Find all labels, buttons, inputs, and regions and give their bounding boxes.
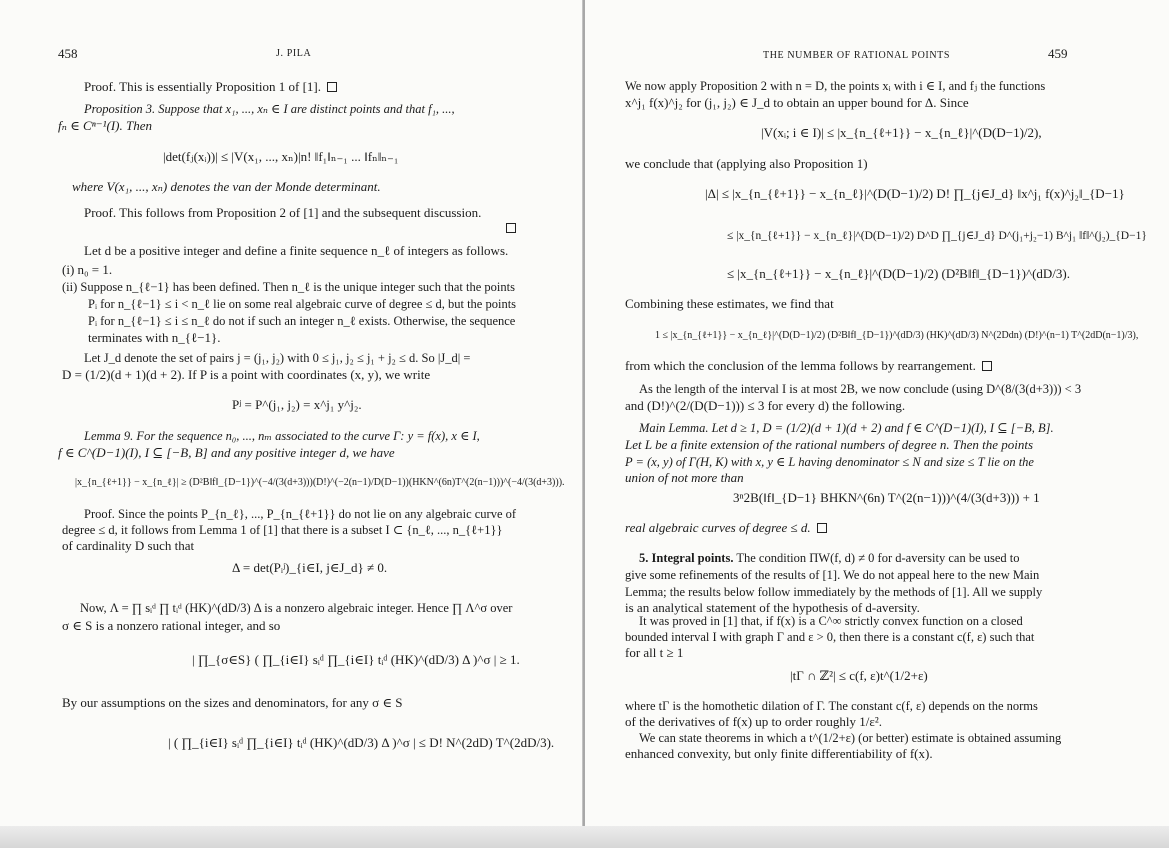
- text-line: It was proved in [1] that, if f(x) is a C^∞ strictly convex function on a closed: [639, 614, 1023, 628]
- text-line: bounded interval I with graph Γ and ε > 0, then there is a constant c(f, ε) such that: [625, 630, 1035, 644]
- section-title: 5. Integral points.: [639, 551, 734, 565]
- text-line: where tΓ is the homothetic dilation of Γ. The constant c(f, ε) depends on the norms: [625, 699, 1038, 713]
- list-item: (i) n₀ = 1.: [62, 262, 113, 277]
- equation: ≤ |x_{n_{ℓ+1}} − x_{n_ℓ}|^(D(D−1)/2) D^D ∏_{j∈J_d} D^(j₁+j₂−1) B^j₁ ‖f‖^(j₂)_{D−1}: [727, 230, 1147, 242]
- lemma-statement-cont: f ∈ C^(D−1)(I), I ⊆ [−B, B] and any positive integer d, we have: [58, 445, 395, 460]
- equation: | ( ∏_{i∈I} sᵢᵈ ∏_{i∈I} tᵢᵈ (HK)^(dD/3) Δ )^σ | ≤ D! N^(2dD) T^(2dD/3).: [168, 735, 555, 750]
- qed-symbol: [327, 82, 337, 92]
- list-item: (ii) Suppose n_{ℓ−1} has been defined. Then n_ℓ is the unique integer such that the points: [62, 280, 515, 294]
- equation: 3ⁿ2B(‖f‖_{D−1} BHKN^(6n) T^(2(n−1)))^(4/(3(d+3))) + 1: [733, 490, 1040, 505]
- main-lemma-statement-cont: union of not more than: [625, 470, 744, 485]
- page-number: 459: [1048, 46, 1068, 61]
- page-number: 458: [58, 46, 78, 61]
- text-line: degree ≤ d, it follows from Lemma 1 of [1] that there is a subset I ⊂ {n_ℓ, ..., n_{ℓ+1}}: [62, 523, 503, 537]
- text-line: give some refinements of the results of [1]. We do not appeal here to the new Main: [625, 568, 1040, 582]
- main-lemma-statement: Main Lemma. Let d ≥ 1, D = (1/2)(d + 1)(d + 2) and f ∈ C^(D−1)(I), I ⊆ [−B, B].: [639, 421, 1054, 435]
- text-line: Lemma; the results below follow immediately by the methods of [1]. All we supply: [625, 585, 1043, 599]
- main-lemma-statement-cont: Let L be a finite extension of the rational numbers of degree n. Then the points: [625, 437, 1034, 452]
- proof-line: Proof. This is essentially Proposition 1 of [1].: [84, 79, 337, 95]
- qed-symbol: [817, 523, 827, 533]
- equation: |Δ| ≤ |x_{n_{ℓ+1}} − x_{n_ℓ}|^(D(D−1)/2) D! ∏_{j∈J_d} ‖x^j₁ f(x)^j₂‖_{D−1}: [705, 186, 1125, 201]
- equation: 1 ≤ |x_{n_{ℓ+1}} − x_{n_ℓ}|^(D(D−1)/2) (D²B‖f‖_{D−1})^(dD/3) (HK)^(dD/3) N^(2Ddn) (D!)^(n−1) T^(2dD(n−1)/3),: [655, 330, 1139, 341]
- qed-symbol: [982, 361, 992, 371]
- list-item-cont: Pᵢ for n_{ℓ−1} ≤ i < n_ℓ lie on some real algebraic curve of degree ≤ d, but the points: [88, 297, 517, 311]
- proposition-statement: Proposition 3. Suppose that x₁, ..., xₙ ∈ I are distinct points and that f₁, ...,: [84, 102, 455, 116]
- scan-shadow: [0, 826, 1169, 848]
- text-line: Let d be a positive integer and define a finite sequence n_ℓ of integers as follows.: [84, 243, 509, 258]
- text-line: and (D!)^(2/(D(D−1))) ≤ 3 for every d) the following.: [625, 398, 906, 413]
- equation: ≤ |x_{n_{ℓ+1}} − x_{n_ℓ}|^(D(D−1)/2) (D²B‖f‖_{D−1})^(dD/3).: [727, 266, 1070, 281]
- equation: Δ = det(Pᵢʲ)_{i∈I, j∈J_d} ≠ 0.: [232, 560, 388, 575]
- running-head: J. PILA: [276, 48, 312, 59]
- lemma-statement: Lemma 9. For the sequence n₀, ..., nₘ associated to the curve Γ: y = f(x), x ∈ I,: [84, 429, 480, 443]
- main-lemma-statement-cont: P = (x, y) of Γ(H, K) with x, y ∈ L having denominator ≤ N and size ≤ T lie on the: [625, 455, 1034, 469]
- text-line: x^j₁ f(x)^j₂ for (j₁, j₂) ∈ J_d to obtain an upper bound for Δ. Since: [625, 95, 969, 110]
- section-heading-line: 5. Integral points. The condition ΠW(f, d) ≠ 0 for d-aversity can be used to: [639, 551, 1020, 565]
- equation: | ∏_{σ∈S} ( ∏_{i∈I} sᵢᵈ ∏_{i∈I} tᵢᵈ (HK)^(dD/3) Δ )^σ | ≥ 1.: [192, 652, 520, 667]
- text-line: Combining these estimates, we find that: [625, 296, 834, 311]
- equation: Pʲ = P^(j₁, j₂) = x^j₁ y^j₂.: [232, 397, 362, 412]
- running-head: THE NUMBER OF RATIONAL POINTS: [763, 50, 951, 61]
- text-line: As the length of the interval I is at most 2B, we now conclude (using D^(8/(3(d+3))) < 3: [639, 382, 1082, 396]
- text-line: enhanced convexity, but only finite differentiability of f(x).: [625, 746, 933, 761]
- text-line: We can state theorems in which a t^(1/2+ε) (or better) estimate is obtained assuming: [639, 731, 1062, 745]
- main-lemma-statement-cont: real algebraic curves of degree ≤ d.: [625, 520, 827, 536]
- left-page: [0, 0, 583, 848]
- text-line: By our assumptions on the sizes and denominators, for any σ ∈ S: [62, 695, 403, 710]
- list-item-cont: Pᵢ for n_{ℓ−1} ≤ i ≤ n_ℓ do not if such an integer n_ℓ exists. Otherwise, the sequence: [88, 314, 516, 328]
- proposition-statement-cont: fₙ ∈ Cⁿ⁻¹(I). Then: [58, 118, 153, 133]
- qed-symbol: [506, 223, 516, 233]
- text-line: for all t ≥ 1: [625, 645, 684, 660]
- text-line: We now apply Proposition 2 with n = D, the points xᵢ with i ∈ I, and fⱼ the functions: [625, 79, 1046, 93]
- text-line: of the derivatives of f(x) up to order roughly 1/ε².: [625, 714, 883, 729]
- text-line: σ ∈ S is a nonzero rational integer, and so: [62, 618, 281, 633]
- text-line: Now, Λ = ∏ sᵢᵈ ∏ tᵢᵈ (HK)^(dD/3) Δ is a nonzero algebraic integer. Hence ∏ Λ^σ over: [80, 601, 513, 615]
- text-line: where V(x₁, ..., xₙ) denotes the van der Monde determinant.: [72, 179, 381, 194]
- text-line: D = (1/2)(d + 1)(d + 2). If P is a point with coordinates (x, y), we write: [62, 367, 431, 382]
- equation: |x_{n_{ℓ+1}} − x_{n_ℓ}| ≥ (D²B‖f‖_{D−1})^(−4/(3(d+3)))(D!)^(−2(n−1)/D(D−1))(HKN^(6n)T^(2(n−1)))^(−4/(3(d+3))).: [75, 477, 565, 488]
- text-line: we conclude that (applying also Proposition 1): [625, 156, 868, 171]
- text-line: from which the conclusion of the lemma follows by rearrangement.: [625, 358, 992, 374]
- proof-line: Proof. This follows from Proposition 2 of [1] and the subsequent discussion.: [84, 205, 482, 220]
- equation: |tΓ ∩ ℤ²| ≤ c(f, ε)t^(1/2+ε): [790, 668, 928, 683]
- equation: |V(xᵢ; i ∈ I)| ≤ |x_{n_{ℓ+1}} − x_{n_ℓ}|^(D(D−1)/2),: [761, 125, 1042, 140]
- list-item-cont: terminates with n_{ℓ−1}.: [88, 330, 221, 345]
- proof-line: Proof. Since the points P_{n_ℓ}, ..., P_{n_{ℓ+1}} do not lie on any algebraic curve of: [84, 507, 517, 521]
- text-line: Let J_d denote the set of pairs j = (j₁, j₂) with 0 ≤ j₁, j₂ ≤ j₁ + j₂ ≤ d. So |J_d| =: [84, 351, 471, 365]
- text-line: of cardinality D such that: [62, 538, 195, 553]
- equation: |det(fⱼ(xᵢ))| ≤ |V(x₁, ..., xₙ)|n! ‖f₁‖ₙ₋₁ ... ‖fₙ‖ₙ₋₁: [163, 149, 399, 164]
- right-page: [585, 0, 1169, 848]
- text-line: is an analytical statement of the hypothesis of d-aversity.: [625, 600, 920, 615]
